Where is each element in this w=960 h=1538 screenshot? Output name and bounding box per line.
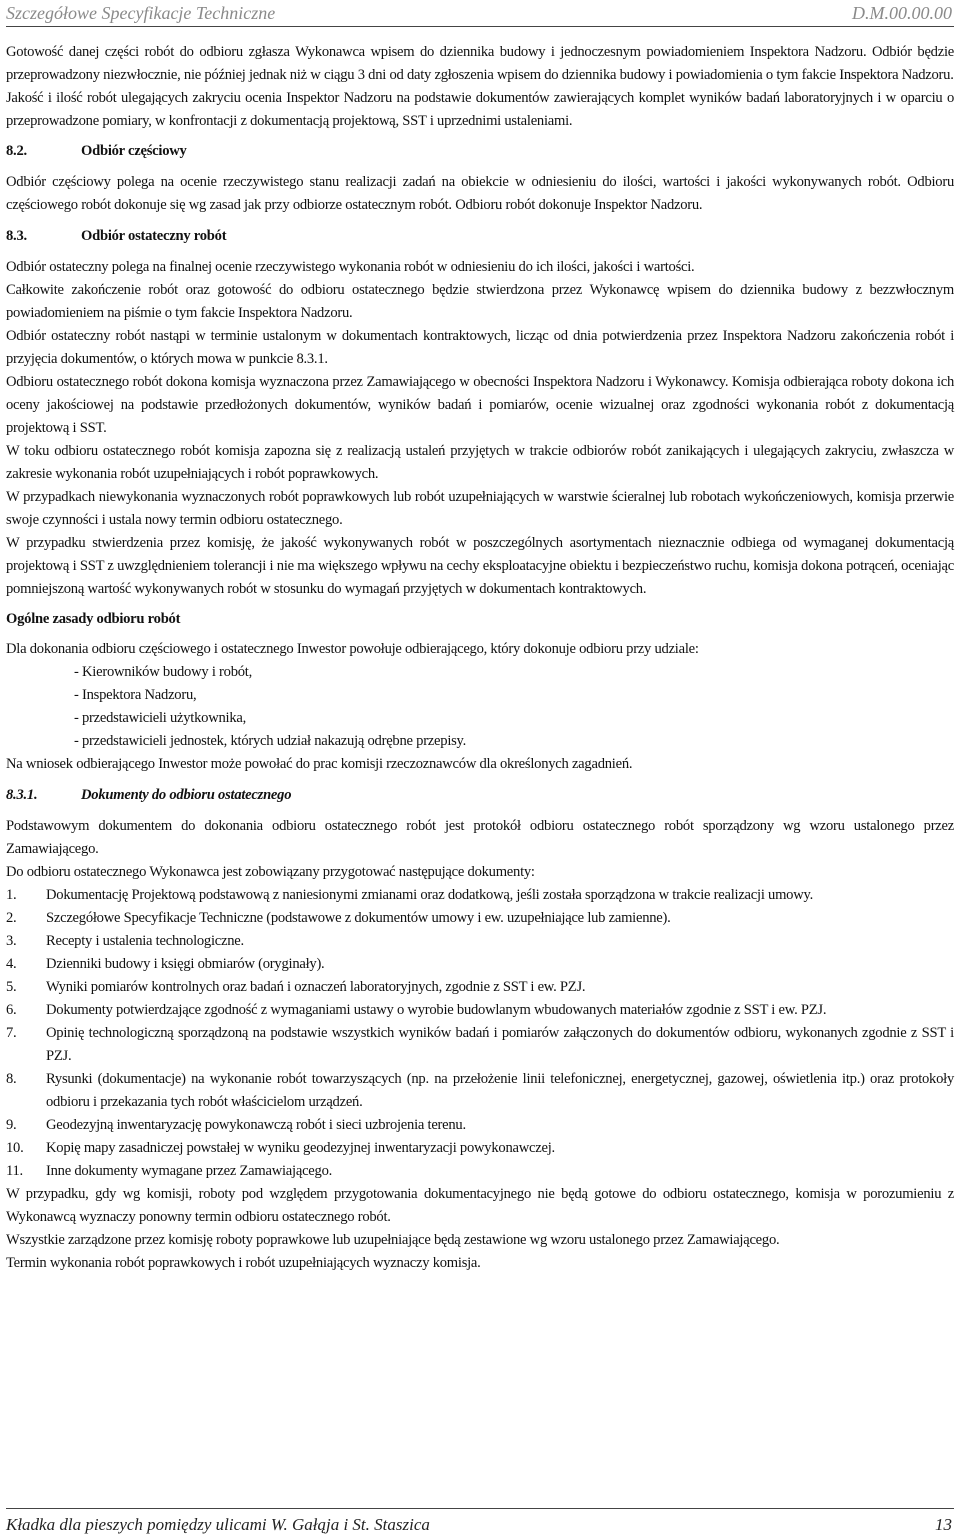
list-number: 1. [6, 887, 17, 903]
list-item [6, 930, 954, 953]
list-number: 2. [6, 910, 17, 926]
list-text: Dokumentację Projektową podstawową z naniesionymi zmianami oraz dodatkową, jeśli została sporządzona w trakcie realizacji umowy. [46, 887, 814, 903]
list-item [6, 1114, 954, 1137]
section-paragraph: Odbiór ostateczny robót nastąpi w terminie ustalonym w dokumentach kontraktowych, licząc od dnia potwierdzenia przez Inspektora Nadzoru zakończenia robót i przyjęcia dokumentów, o których mowa w punkcie 8.3.1. [6, 328, 954, 367]
list-item [6, 976, 954, 999]
list-text: Dzienniki budowy i księgi obmiarów (oryginały). [46, 956, 325, 972]
section-paragraph: W przypadkach niewykonania wyznaczonych robót poprawkowych lub robót uzupełniających w warstwie ścieralnej lub robotach wykończeniowych, komisja przerwie swoje czynności i ustala nowy termin odbioru ostatecznego. [6, 489, 954, 528]
list-number: 5. [6, 979, 17, 995]
list-item [6, 1022, 954, 1068]
section-title: Dokumenty do odbioru ostatecznego [81, 787, 292, 803]
list-item [6, 1137, 954, 1160]
section-paragraph: Do odbioru ostatecznego Wykonawca jest zobowiązany przygotować następujące dokumenty: [6, 864, 535, 880]
list-item: - przedstawicieli jednostek, których udział nakazują odrębne przepisy. [74, 733, 467, 749]
list-text: Rysunki (dokumentacje) na wykonanie robót towarzyszących (np. na przełożenie linii telefonicznej, energetycznej, gazowej, oświetlenia itp.) oraz protokoły odbioru i przekazania tych robót właścicielom urządzeń. [46, 1071, 954, 1110]
list-text: Dokumenty potwierdzające zgodność z wymaganiami ustawy o wyrobie budowlanym wbudowanych materiałów zgodnie z SST i ew. PZJ. [46, 1002, 827, 1018]
list-item [6, 1160, 954, 1183]
section-heading-8-3 [6, 225, 954, 248]
footer-title: Kładka dla pieszych pomiędzy ulicami W. Gałąja i St. Staszica [6, 1515, 430, 1534]
section-heading-8-3-1 [6, 784, 954, 807]
section-paragraph: Odbiór ostateczny polega na finalnej ocenie rzeczywistego wykonania robót w odniesieniu do ich ilości, jakości i wartości. [6, 259, 695, 275]
section-title: Odbiór częściowy [81, 143, 187, 159]
list-number: 6. [6, 1002, 17, 1018]
list-text: Opinię technologiczną sporządzoną na podstawie wszystkich wyników badań i pomiarów załączonych do dokumentów odbioru, wykonanych zgodnie z SST i PZJ. [46, 1025, 954, 1064]
general-rules-closing: Na wniosek odbierającego Inwestor może powołać do prac komisji rzeczoznawców dla określonych zagadnień. [6, 756, 633, 772]
list-item: - Kierowników budowy i robót, [74, 664, 252, 680]
list-item: - przedstawicieli użytkownika, [74, 710, 247, 726]
list-number: 3. [6, 933, 17, 949]
section-title: Odbiór ostateczny robót [81, 228, 227, 244]
list-item [6, 884, 954, 907]
header-code: D.M.00.00.00 [852, 3, 952, 23]
list-text: Inne dokumenty wymagane przez Zamawiającego. [46, 1163, 333, 1179]
page-header [6, 2, 954, 27]
list-number: 11. [6, 1163, 23, 1179]
intro-paragraph: Gotowość danej części robót do odbioru zgłasza Wykonawca wpisem do dziennika budowy i jednoczesnym powiadomieniem Inspektora Nadzoru. Odbiór będzie przeprowadzony niezwłocznie, nie później jednak niż w ciągu 3 dni od daty zgłoszenia wpisem do dziennika budowy i powiadomienia o tym fakcie Inspektora Nadzoru. [6, 44, 954, 83]
list-number: 7. [6, 1025, 17, 1041]
page-footer [6, 1508, 954, 1535]
header-title: Szczegółowe Specyfikacje Techniczne [6, 3, 276, 23]
page-content [6, 41, 954, 1275]
section-paragraph: Odbiór częściowy polega na ocenie rzeczywistego stanu realizacji zadań na obiekcie w odniesieniu do ilości, wartości i jakości wykonywanych robót. Odbioru częściowego robót dokonuje się wg zasad jak przy odbiorze ostatecznym robót. Odbioru robót dokonuje Inspektor Nadzoru. [6, 174, 954, 213]
list-number: 8. [6, 1071, 17, 1087]
section-paragraph: Wszystkie zarządzone przez komisję roboty poprawkowe lub uzupełniające będą zestawione wg wzoru ustalonego przez Zamawiającego. [6, 1232, 780, 1248]
list-number: 4. [6, 956, 17, 972]
list-text: Szczegółowe Specyfikacje Techniczne (podstawowe z dokumentów umowy i ew. uzupełniające lub zamienne). [46, 910, 671, 926]
section-number: 8.2. [6, 143, 27, 159]
section-paragraph: Całkowite zakończenie robót oraz gotowość do odbioru ostatecznego będzie stwierdzona przez Wykonawcę wpisem do dziennika budowy z bezzwłocznym powiadomieniem na piśmie o tym fakcie Inspektora Nadzoru. [6, 282, 954, 321]
section-paragraph: Termin wykonania robót poprawkowych i robót uzupełniających wyznaczy komisja. [6, 1255, 481, 1271]
section-paragraph: W toku odbioru ostatecznego robót komisja zapozna się z realizacją ustaleń przyjętych w trakcie odbiorów robót zanikających i ulegających zakryciu, zwłaszcza w zakresie wykonania robót uzupełniających i robót poprawkowych. [6, 443, 954, 482]
intro-paragraph: Jakość i ilość robót ulegających zakryciu ocenia Inspektor Nadzoru na podstawie dokumentów zawierających komplet wyników badań laboratoryjnych i w oparciu o przeprowadzone pomiary, w konfrontacji z dokumentacją projektową, SST i uprzednimi ustaleniami. [6, 90, 954, 129]
general-rules-lead: Dla dokonania odbioru częściowego i ostatecznego Inwestor powołuje odbierającego, który dokonuje odbioru przy udziale: [6, 641, 699, 657]
list-item: - Inspektora Nadzoru, [74, 687, 197, 703]
list-item [6, 907, 954, 930]
section-number: 8.3.1. [6, 787, 38, 803]
section-heading-8-2 [6, 140, 954, 163]
section-paragraph: W przypadku, gdy wg komisji, roboty pod względem przygotowania dokumentacyjnego nie będą gotowe do odbioru ostatecznego, komisja w porozumieniu z Wykonawcą wyznaczy ponowny termin odbioru ostatecznego robót. [6, 1186, 954, 1225]
list-text: Wyniki pomiarów kontrolnych oraz badań i oznaczeń laboratoryjnych, zgodnie z SST i ew. PZJ. [46, 979, 586, 995]
list-text: Recepty i ustalenia technologiczne. [46, 933, 244, 949]
participants-list [6, 661, 954, 753]
list-item [6, 1068, 954, 1114]
list-text: Geodezyjną inwentaryzację powykonawczą robót i sieci uzbrojenia terenu. [46, 1117, 466, 1133]
section-paragraph: W przypadku stwierdzenia przez komisję, że jakość wykonywanych robót w poszczególnych asortymentach nieznacznie odbiega od wymaganej dokumentacją projektową i SST z uwzględnieniem tolerancji i nie ma większego wpływu na cechy eksploatacyjne obiektu i bezpieczeństwo ruchu, komisja dokona potrąceń, oceniając pomniejszoną wartość wykonywanych robót w stosunku do wymagań przyjętych w dokumentach kontraktowych. [6, 535, 954, 597]
list-number: 10. [6, 1140, 24, 1156]
section-paragraph: Odbioru ostatecznego robót dokona komisja wyznaczona przez Zamawiającego w obecności Inspektora Nadzoru i Wykonawcy. Komisja odbierająca roboty dokona ich oceny jakościowej na podstawie przedłożonych dokumentów, wyników badań i pomiarów, ocenie wizualnej oraz zgodności wykonania robót z dokumentacją projektową i SST. [6, 374, 954, 436]
section-paragraph: Podstawowym dokumentem do dokonania odbioru ostatecznego robót jest protokół odbioru ostatecznego robót sporządzony wg wzoru ustalonego przez Zamawiającego. [6, 818, 954, 857]
list-item [6, 953, 954, 976]
page-number: 13 [935, 1515, 952, 1534]
list-item [6, 999, 954, 1022]
list-text: Kopię mapy zasadniczej powstałej w wyniku geodezyjnej inwentaryzacji powykonawczej. [46, 1140, 555, 1156]
general-rules-heading: Ogólne zasady odbioru robót [6, 611, 181, 627]
documents-list [6, 884, 954, 1183]
section-number: 8.3. [6, 228, 27, 244]
list-number: 9. [6, 1117, 17, 1133]
